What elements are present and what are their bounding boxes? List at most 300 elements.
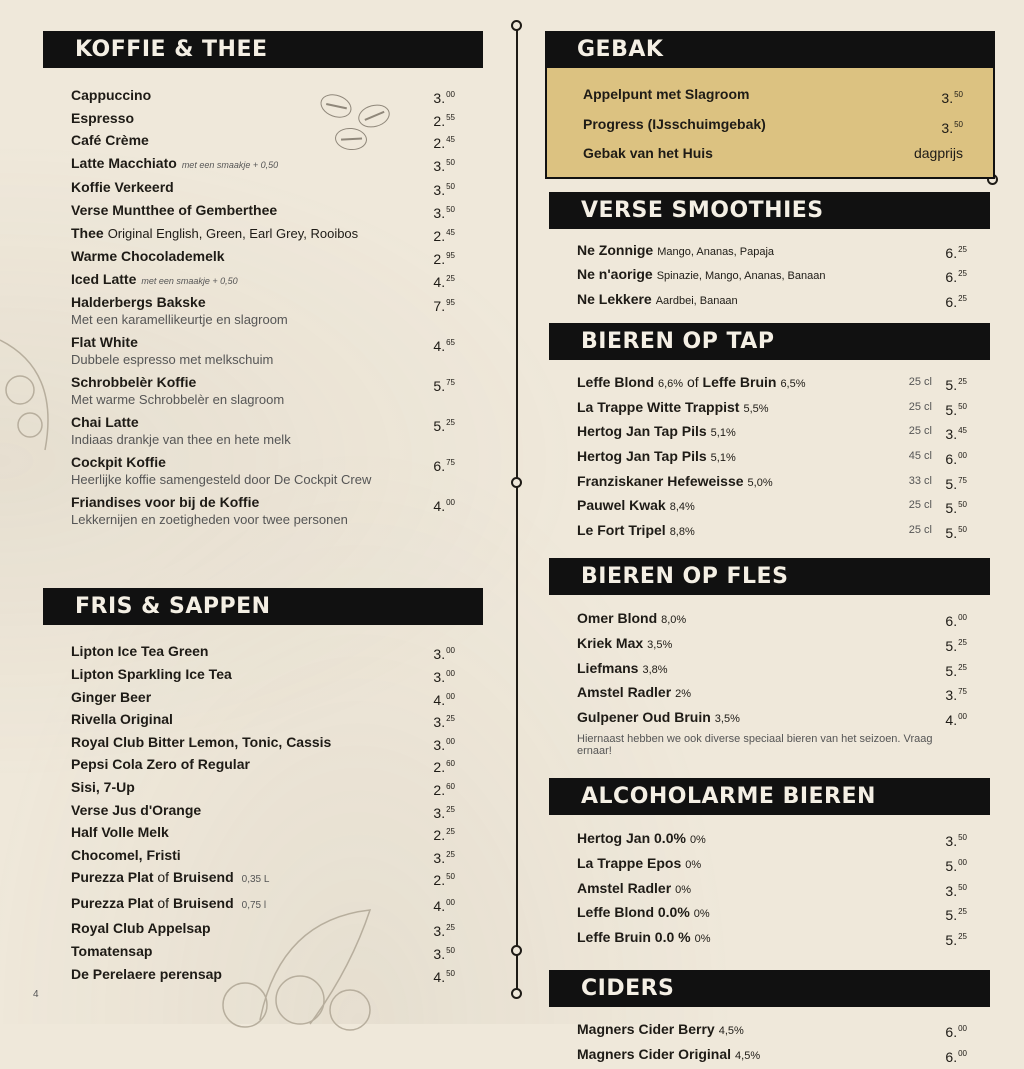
price-main: 4.: [433, 338, 446, 355]
item-volume: 0,75 l: [241, 899, 267, 911]
menu-item: [577, 852, 967, 877]
item-abv: 0%: [693, 908, 710, 921]
item-abv: 0%: [675, 883, 692, 896]
item-abv: 0%: [685, 859, 702, 871]
item-price: [945, 239, 967, 265]
price-cents: 50: [446, 157, 455, 167]
item-name: Friandises voor bij de Koffie: [71, 494, 260, 511]
item-abv: 3,8%: [642, 663, 668, 676]
menu-item: [71, 663, 455, 686]
price-main: 3.: [433, 668, 446, 685]
price-cents: 00: [958, 1048, 967, 1058]
menu-item: [577, 396, 967, 421]
item-abv: 8,0%: [661, 614, 687, 627]
item-abv: 8,8%: [669, 525, 695, 538]
price-cents: 50: [446, 946, 455, 956]
menu-item: [577, 519, 967, 544]
item-volume: 33 cl: [908, 474, 932, 487]
price-cents: 25: [958, 907, 967, 917]
item-price: [945, 420, 967, 446]
menu-item: [71, 892, 455, 918]
item-price: [433, 963, 455, 989]
item-volume: 25 cl: [908, 425, 932, 438]
item-price: [945, 445, 967, 471]
price-cents: 00: [446, 691, 455, 701]
item-name-2: Bruisend: [172, 894, 234, 911]
item-price: [945, 877, 967, 903]
menu-item: [71, 452, 455, 492]
item-price: [945, 852, 967, 878]
price-main: 2.: [433, 759, 446, 776]
divider-dot-icon: [511, 988, 522, 999]
price-cents: 75: [446, 458, 455, 468]
price-main: 3.: [433, 204, 446, 221]
item-volume: 25 cl: [908, 499, 932, 512]
item-description: Indiaas drankje van thee en hete melk: [71, 432, 291, 448]
item-abv: 8,4%: [669, 501, 695, 514]
item-name: Chocomel, Fristi: [71, 846, 181, 863]
price-cents: 50: [958, 882, 967, 892]
menu-item: [577, 827, 967, 852]
tap-header: BIEREN OP TAP: [549, 323, 990, 360]
price-main: 5.: [945, 377, 958, 394]
price-main: 6.: [945, 1024, 958, 1041]
price-cents: 50: [446, 182, 455, 192]
item-price: [433, 294, 455, 315]
menu-item: [583, 139, 963, 169]
price-main: 6.: [945, 269, 958, 286]
item-name: Cockpit Koffie: [71, 454, 166, 471]
item-name: Magners Cider Berry: [577, 1021, 715, 1038]
price-cents: 00: [958, 858, 967, 867]
item-price: [945, 657, 967, 683]
price-cents: 25: [958, 931, 967, 941]
item-name: Ne n'aorige: [577, 266, 653, 283]
price-main: 3.: [945, 833, 958, 850]
menu-item: [71, 821, 455, 844]
item-volume: 25 cl: [908, 523, 932, 536]
item-name: Gebak van het Huis: [583, 145, 713, 161]
item-price: [945, 1043, 967, 1069]
menu-item: [577, 706, 967, 731]
item-name: De Perelaere perensap: [71, 965, 222, 982]
item-description: Met een karamellikeurtje en slagroom: [71, 312, 288, 328]
divider-dot-icon: [511, 20, 522, 31]
price-cents: 00: [446, 90, 455, 99]
item-abv: 6,6%: [658, 378, 684, 391]
price-cents: 50: [958, 524, 967, 534]
item-name: Verse Muntthee of Gemberthee: [71, 201, 278, 218]
menu-item: [577, 371, 967, 396]
item-name: Pauwel Kwak: [577, 497, 666, 514]
left-column: [43, 31, 483, 985]
item-name: La Trappe Epos: [577, 855, 682, 871]
item-extra: Original English, Green, Earl Grey, Rooibos: [107, 225, 359, 241]
menu-item: [71, 686, 455, 709]
item-abv: 0%: [694, 932, 711, 945]
fris-header: FRIS & SAPPEN: [43, 588, 483, 625]
menu-item: [577, 657, 967, 682]
item-name: Espresso: [71, 109, 135, 126]
price-main: 2.: [433, 872, 446, 889]
price-cents: 25: [446, 849, 455, 859]
price-main: 5.: [433, 378, 446, 395]
ciders-header: CIDERS: [549, 970, 990, 1007]
price-main: 6.: [945, 244, 958, 261]
item-name: Omer Blond: [577, 610, 658, 627]
price-main: 3.: [945, 687, 958, 704]
alcoholarm-list: [545, 827, 967, 950]
item-name: La Trappe Witte Trappist: [577, 398, 740, 415]
item-price: [941, 80, 963, 114]
price-main: 6.: [945, 451, 958, 468]
menu-item: [71, 292, 455, 332]
item-description: Heerlijke koffie samengesteld door De Cockpit Crew: [71, 472, 372, 488]
menu-item: [71, 199, 455, 222]
fles-list: [545, 607, 967, 730]
price-cents: 25: [446, 714, 455, 724]
price-cents: 65: [446, 338, 455, 348]
price-main: 3.: [433, 90, 446, 106]
item-name: Ne Zonnige: [577, 241, 654, 258]
price-cents: 50: [958, 833, 967, 843]
item-volume: 25 cl: [908, 376, 932, 389]
item-abv: 5,0%: [747, 476, 773, 489]
item-price: [945, 371, 967, 397]
price-cents: 00: [446, 668, 455, 678]
price-main: 3.: [945, 426, 958, 443]
item-note: met een smaakje + 0,50: [181, 159, 279, 170]
menu-item: [71, 268, 455, 293]
price-main: 2.: [433, 251, 446, 268]
price-main: 3.: [433, 182, 446, 199]
price-cents: 25: [446, 923, 455, 933]
menu-item: [71, 129, 455, 152]
menu-item: [577, 607, 967, 632]
item-price: [433, 454, 455, 475]
fles-note: Hiernaast hebben we ook diverse speciaal bieren van het seizoen. Vraag ernaar!: [577, 733, 933, 758]
item-name: Ne Lekkere: [577, 290, 652, 307]
divider-dot-icon: [511, 945, 522, 956]
price-cents: 25: [446, 273, 455, 283]
koffie-list: [43, 84, 455, 532]
price-main: 3.: [945, 882, 958, 899]
item-description: Lekkernijen en zoetigheden voor twee personen: [71, 512, 348, 528]
price-cents: 25: [958, 293, 967, 303]
menu-item: [71, 940, 455, 963]
item-price: [945, 607, 967, 633]
item-extra: Aardbei, Banaan: [655, 294, 738, 307]
item-name-2: Leffe Bruin: [702, 374, 777, 391]
price-cents: 50: [446, 204, 455, 214]
price-cents: 25: [958, 638, 967, 648]
menu-item: [71, 731, 455, 754]
fris-list: [43, 640, 455, 985]
menu-item: [577, 901, 967, 926]
divider-dot-icon: [511, 477, 522, 488]
item-price: [945, 494, 967, 520]
item-name: Le Fort Tripel: [577, 521, 666, 538]
item-name: Appelpunt met Slagroom: [583, 86, 750, 102]
price-cents: 60: [446, 759, 455, 769]
koffie-header: KOFFIE & THEE: [43, 31, 483, 68]
item-name: Hertog Jan Tap Pils: [577, 448, 707, 465]
item-connector: of: [157, 894, 170, 911]
item-abv: 5,1%: [710, 427, 736, 440]
item-price: [433, 374, 455, 395]
price-cents: 25: [446, 827, 455, 837]
item-name: Gulpener Oud Bruin: [577, 708, 711, 725]
item-name: Amstel Radler: [577, 684, 672, 701]
price-main: 3.: [433, 646, 446, 663]
price-cents: 25: [958, 377, 967, 387]
item-abv: 0%: [689, 834, 706, 847]
price-main: 2.: [433, 781, 446, 798]
menu-item: [583, 80, 963, 110]
item-volume: 45 cl: [908, 450, 932, 463]
price-cents: 00: [446, 498, 455, 508]
menu-item: [71, 176, 455, 199]
item-abv: 4,5%: [735, 1049, 761, 1062]
item-name-2: Bruisend: [172, 869, 234, 886]
price-cents: 00: [958, 613, 967, 623]
menu-item: [577, 926, 967, 951]
menu-item: [71, 708, 455, 731]
item-name: Pepsi Cola Zero of Regular: [71, 756, 250, 773]
price-main: 4.: [433, 498, 446, 515]
item-abv: 2%: [675, 688, 692, 701]
price-cents: 75: [958, 475, 967, 485]
menu-item: [71, 107, 455, 130]
price-main: 2.: [433, 227, 446, 244]
price-main: 3.: [941, 90, 954, 106]
smoothies-header: VERSE SMOOTHIES: [549, 192, 990, 229]
menu-item: [71, 844, 455, 867]
price-main: 5.: [945, 500, 958, 517]
item-name: Liefmans: [577, 659, 639, 676]
item-price: [945, 288, 967, 314]
item-abv: 3,5%: [647, 639, 673, 652]
item-price: [945, 926, 967, 952]
menu-item: [577, 420, 967, 445]
menu-item: [577, 1018, 967, 1043]
menu-item: [71, 776, 455, 799]
item-name: Magners Cider Original: [577, 1045, 732, 1062]
price-main: 5.: [945, 662, 958, 679]
menu-item: [71, 799, 455, 822]
item-abv: 5,1%: [710, 452, 736, 465]
price-cents: 50: [954, 119, 963, 129]
price-main: 3.: [433, 714, 446, 731]
item-abv: 6,5%: [780, 378, 806, 391]
item-connector: of: [686, 374, 699, 391]
item-name: Iced Latte: [71, 270, 137, 287]
item-price: [433, 222, 455, 248]
alcoholarm-header: ALCOHOLARME BIEREN: [549, 778, 990, 815]
item-name: Café Crème: [71, 132, 149, 149]
price-main: 5.: [945, 638, 958, 655]
item-name: Latte Macchiato: [71, 154, 177, 171]
price-cents: 55: [446, 112, 455, 122]
price-main: 6.: [945, 293, 958, 310]
item-price: [945, 263, 967, 289]
price-main: 3.: [433, 923, 446, 940]
price-cents: 25: [446, 804, 455, 814]
item-price: [945, 396, 967, 422]
price-main: 7.: [433, 298, 446, 315]
ciders-list: [545, 1018, 967, 1067]
price-main: 5.: [945, 931, 958, 948]
item-price: [914, 139, 963, 169]
item-price: [945, 632, 967, 658]
item-abv: 3,5%: [714, 712, 740, 725]
item-name: Thee: [71, 224, 104, 241]
price-main: 5.: [945, 401, 958, 418]
tap-list: [545, 371, 967, 543]
item-name: Purezza Plat: [71, 894, 154, 911]
item-price: [941, 110, 963, 144]
price-cents: 25: [958, 662, 967, 672]
price-main: 3.: [433, 804, 446, 821]
price-main: dagprijs: [913, 145, 963, 161]
item-volume: 0,35 L: [241, 874, 270, 886]
item-description: Met warme Schrobbelèr en slagroom: [71, 392, 285, 408]
item-name: Warme Chocolademelk: [71, 248, 225, 265]
item-price: [945, 470, 967, 496]
price-main: 4.: [433, 273, 446, 290]
price-main: 2.: [433, 112, 446, 129]
item-connector: of: [157, 869, 170, 886]
menu-item: [577, 632, 967, 657]
item-extra: Spinazie, Mango, Ananas, Banaan: [656, 270, 826, 283]
price-cents: 75: [958, 687, 967, 697]
menu-item: [71, 245, 455, 268]
menu-item: [71, 152, 455, 177]
price-cents: 45: [446, 135, 455, 145]
menu-item: [577, 494, 967, 519]
menu-item: [577, 470, 967, 495]
price-cents: 25: [958, 269, 967, 279]
item-name: Ginger Beer: [71, 688, 152, 705]
menu-item: [71, 963, 455, 986]
menu-item: [71, 640, 455, 663]
item-price: [433, 892, 455, 918]
price-cents: 50: [446, 872, 455, 882]
item-price: [945, 1018, 967, 1044]
price-cents: 45: [958, 426, 967, 436]
price-main: 3.: [433, 736, 446, 753]
item-name: Cappuccino: [71, 87, 152, 103]
item-extra: Mango, Ananas, Papaja: [657, 245, 775, 258]
menu-item: [577, 263, 967, 288]
item-price: [433, 268, 455, 294]
price-cents: 00: [958, 451, 967, 461]
menu-item: [71, 866, 455, 892]
item-name: Tomatensap: [71, 943, 153, 960]
item-name: Lipton Ice Tea Green: [71, 643, 209, 660]
price-main: 3.: [433, 946, 446, 963]
menu-item: [71, 412, 455, 452]
price-main: 4.: [433, 897, 446, 914]
item-name: Progress (IJsschuimgebak): [583, 115, 766, 132]
price-cents: 50: [954, 90, 963, 99]
item-name: Kriek Max: [577, 635, 644, 652]
column-divider: [516, 25, 518, 995]
price-cents: 00: [958, 711, 967, 721]
price-cents: 00: [446, 736, 455, 746]
item-price: [945, 681, 967, 707]
item-price: [433, 866, 455, 892]
price-cents: 00: [446, 646, 455, 656]
item-price: [433, 494, 455, 515]
item-price: [945, 827, 967, 853]
price-main: 5.: [945, 524, 958, 541]
price-cents: 95: [446, 298, 455, 308]
item-name: Royal Club Bitter Lemon, Tonic, Cassis: [71, 733, 332, 750]
item-name: Flat White: [71, 334, 138, 351]
menu-item: [71, 332, 455, 372]
menu-item: [577, 445, 967, 470]
page-number: 4: [33, 989, 39, 1000]
menu-item: [71, 492, 455, 532]
gebak-box: [545, 68, 995, 179]
item-name: Leffe Blond: [577, 374, 654, 391]
item-name: Halderbergs Bakske: [71, 294, 206, 311]
item-abv: 4,5%: [718, 1025, 744, 1038]
price-main: 5.: [945, 907, 958, 924]
item-price: [433, 414, 455, 435]
item-description: Dubbele espresso met melkschuim: [71, 352, 274, 368]
item-name: Franziskaner Hefeweisse: [577, 472, 744, 489]
fles-header: BIEREN OP FLES: [549, 558, 990, 595]
item-name: Amstel Radler: [577, 879, 672, 896]
item-name: Hertog Jan Tap Pils: [577, 423, 707, 440]
menu-item: [577, 288, 967, 313]
item-name: Leffe Blond 0.0%: [577, 904, 690, 921]
price-main: 4.: [433, 968, 446, 985]
price-main: 3.: [433, 157, 446, 174]
item-name: Lipton Sparkling Ice Tea: [71, 665, 232, 682]
smoothies-list: [545, 239, 967, 313]
price-cents: 50: [446, 968, 455, 978]
item-name: Koffie Verkeerd: [71, 179, 174, 196]
item-volume: 25 cl: [908, 400, 932, 413]
item-price: [945, 901, 967, 927]
menu-item: [71, 222, 455, 246]
item-price: [945, 519, 967, 545]
item-name: Purezza Plat: [71, 869, 154, 886]
menu-item: [577, 239, 967, 264]
price-cents: 00: [446, 897, 455, 907]
price-main: 4.: [433, 691, 446, 708]
gebak-header: GEBAK: [545, 31, 995, 68]
price-cents: 50: [958, 500, 967, 510]
gebak-list: [583, 80, 963, 169]
price-main: 6.: [945, 613, 958, 630]
item-price: [433, 334, 455, 355]
item-name: Royal Club Appelsap: [71, 920, 211, 937]
item-name: Leffe Bruin 0.0 %: [577, 928, 691, 945]
item-name: Half Volle Melk: [71, 824, 169, 841]
price-main: 3.: [433, 849, 446, 866]
price-cents: 75: [446, 378, 455, 388]
price-cents: 45: [446, 227, 455, 237]
menu-item: [577, 681, 967, 706]
item-name: Verse Jus d'Orange: [71, 801, 202, 818]
menu-item: [71, 84, 455, 107]
price-cents: 25: [446, 418, 455, 428]
menu-item: [577, 1043, 967, 1068]
